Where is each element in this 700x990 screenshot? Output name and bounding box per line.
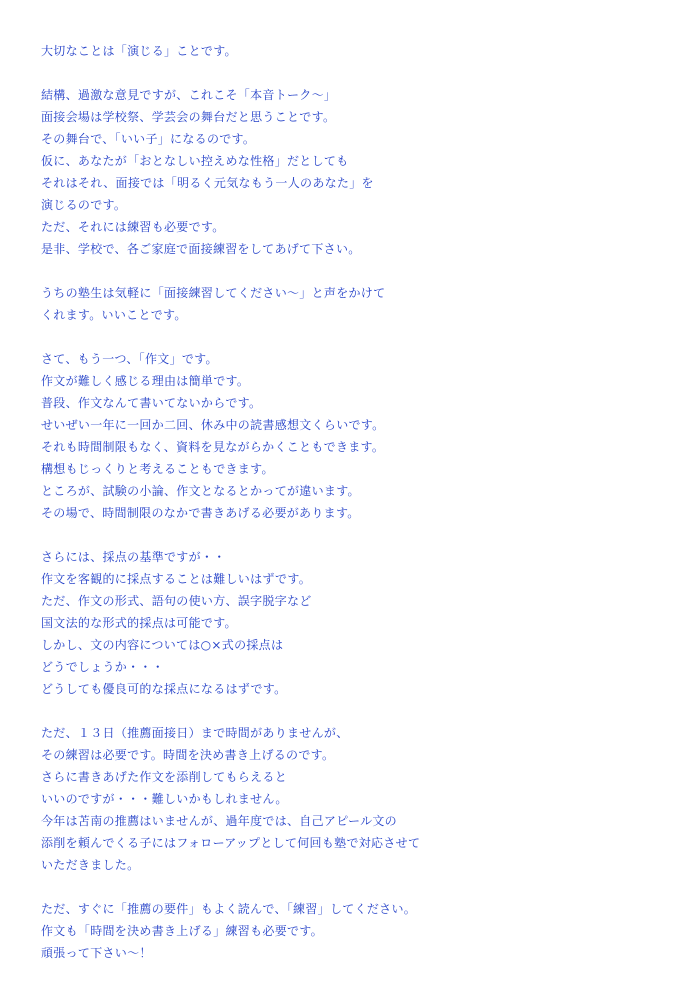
text-line: 作文を客観的に採点することは難しいはずです。	[41, 572, 312, 586]
paragraph-gap	[41, 326, 681, 348]
article-body	[41, 40, 681, 964]
paragraph	[41, 40, 681, 62]
paragraph-gap	[41, 876, 681, 898]
text-line: せいぜい一年に一回か二回、休み中の読書感想文くらいです。	[41, 418, 385, 432]
text-line: 仮に、あなたが「おとなしい控えめな性格」だとしても	[41, 154, 349, 168]
text-line: さらには、採点の基準ですが・・	[41, 550, 226, 564]
text-line: ただ、１３日（推薦面接日）まで時間がありませんが、	[41, 726, 349, 740]
text-line: 是非、学校で、各ご家庭で面接練習をしてあげて下さい。	[41, 242, 361, 256]
text-line: 構想もじっくりと考えることもできます。	[41, 462, 274, 476]
text-line: いただきました。	[41, 858, 140, 872]
text-line: ところが、試験の小論、作文となるとかってが違います。	[41, 484, 360, 498]
text-line: 演じるのです。	[41, 198, 127, 212]
text-line: 添削を頼んでくる子にはフォローアップとして何回も塾で対応させて	[41, 836, 421, 850]
paragraph-gap	[41, 700, 681, 722]
paragraph	[41, 546, 681, 700]
text-line: その練習は必要です。時間を決め書き上げるのです。	[41, 748, 335, 762]
text-line: ただ、それには練習も必要です。	[41, 220, 225, 234]
text-line: 作文も「時間を決め書き上げる」練習も必要です。	[41, 924, 323, 938]
text-line: その舞台で、「いい子」になるのです。	[41, 132, 256, 146]
text-line: それはそれ、面接では「明るく元気なもう一人のあなた」を	[41, 176, 374, 190]
paragraph	[41, 84, 681, 260]
text-line: 国文法的な形式的採点は可能です。	[41, 616, 237, 630]
text-line: 頑張って下さい～！	[41, 946, 152, 960]
text-line: 今年は苫南の推薦はいませんが、過年度では、自己アピール文の	[41, 814, 397, 828]
text-line: ただ、作文の形式、語句の使い方、誤字脱字など	[41, 594, 312, 608]
text-line: どうしても優良可的な採点になるはずです。	[41, 682, 287, 696]
text-line: うちの塾生は気軽に「面接練習してください～」と声をかけて	[41, 286, 386, 300]
paragraph-gap	[41, 62, 681, 84]
text-line: 作文が難しく感じる理由は簡単です。	[41, 374, 250, 388]
text-line: さらに書きあげた作文を添削してもらえると	[41, 770, 288, 784]
text-line: しかし、文の内容については○×式の採点は	[41, 638, 284, 652]
paragraph-gap	[41, 260, 681, 282]
text-line: それも時間制限もなく、資料を見ながらかくこともできます。	[41, 440, 385, 454]
paragraph	[41, 348, 681, 524]
paragraph	[41, 898, 681, 964]
paragraph	[41, 282, 681, 326]
text-line: 面接会場は学校祭、学芸会の舞台だと思うことです。	[41, 110, 336, 124]
paragraph	[41, 722, 681, 876]
text-line: ただ、すぐに「推薦の要件」もよく読んで、「練習」してください。	[41, 902, 417, 916]
text-line: 普段、作文なんて書いてないからです。	[41, 396, 262, 410]
text-line: どうでしょうか・・・	[41, 660, 165, 674]
text-line: 結構、過激な意見ですが、これこそ「本音トーク～」	[41, 88, 337, 102]
paragraph-gap	[41, 524, 681, 546]
text-line: その場で、時間制限のなかで書きあげる必要があります。	[41, 506, 360, 520]
text-line: くれます。いいことです。	[41, 308, 187, 322]
text-line: 大切なことは「演じる」ことです。	[41, 44, 237, 58]
text-line: さて、もう一つ、「作文」です。	[41, 352, 218, 366]
text-line: いいのですが・・・難しいかもしれません。	[41, 792, 288, 806]
